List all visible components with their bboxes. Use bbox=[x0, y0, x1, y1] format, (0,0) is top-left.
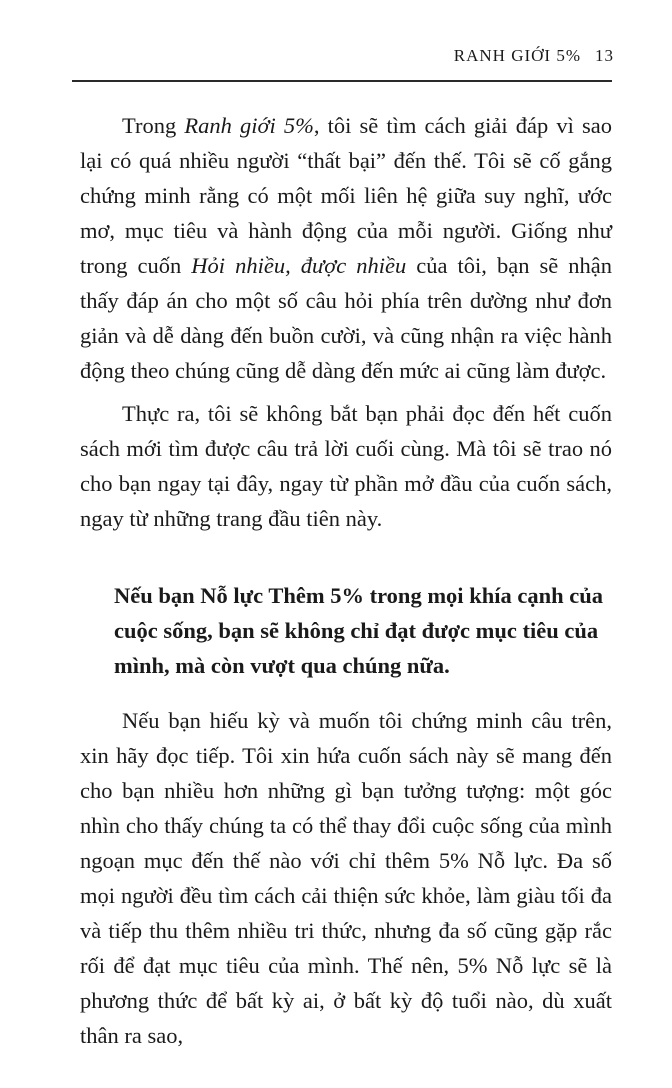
book-title-hoi-nhieu: Hỏi nhiều, được nhiều bbox=[191, 253, 407, 278]
paragraph-intro-text-1: Trong bbox=[122, 113, 185, 138]
running-header bbox=[454, 46, 614, 66]
header-rule bbox=[72, 80, 612, 82]
paragraph-answer: Thực ra, tôi sẽ không bắt bạn phải đọc đến hết cuốn sách mới tìm được câu trả lời cuối cùng. Mà tôi sẽ trao nó cho bạn ngay tại đây, ngay từ phần mở đầu của cuốn sách, ngay từ những trang đầu tiên này. bbox=[80, 401, 612, 531]
paragraph-intro-text-3: của tôi, bạn sẽ nhận thấy đáp án cho một số câu hỏi phía trên dường như đơn giản và dễ dàng đến buồn cười, và cũng nhận ra việc hành động theo chúng cũng dễ dàng đến mức ai cũng làm được. bbox=[80, 253, 612, 383]
page-number: 13 bbox=[595, 46, 614, 65]
page-body bbox=[80, 108, 612, 1053]
paragraph-intro bbox=[80, 108, 612, 388]
book-title-ranh-gioi: Ranh giới 5% bbox=[184, 113, 314, 138]
highlight-statement: Nếu bạn Nỗ lực Thêm 5% trong mọi khía cạnh của cuộc sống, bạn sẽ không chỉ đạt được mục tiêu của mình, mà còn vượt qua chúng nữa. bbox=[114, 583, 603, 678]
running-header-title: RANH GIỚI 5% bbox=[453, 46, 581, 65]
paragraph-intro-text-2: , tôi sẽ tìm cách giải đáp vì sao lại có quá nhiều người “thất bại” đến thế. Tôi sẽ cố gắng chứng minh rằng có một mối liên hệ giữa suy nghĩ, ước mơ, mục tiêu và hành động của mỗi người. Giống như trong cuốn bbox=[80, 113, 613, 278]
paragraph-promise: Nếu bạn hiếu kỳ và muốn tôi chứng minh câu trên, xin hãy đọc tiếp. Tôi xin hứa cuốn sách này sẽ mang đến cho bạn nhiều hơn những gì bạn tưởng tượng: một góc nhìn cho thấy chúng ta có thể thay đổi cuộc sống của mình ngoạn mục đến thế nào với chỉ thêm 5% Nỗ lực. Đa số mọi người đều tìm cách cải thiện sức khỏe, làm giàu tối đa và tiếp thu thêm nhiều tri thức, nhưng đa số cũng gặp rắc rối để đạt mục tiêu của mình. Thế nên, 5% Nỗ lực sẽ là phương thức để bất kỳ ai, ở bất kỳ độ tuổi nào, dù xuất thân ra sao, bbox=[80, 708, 612, 1048]
